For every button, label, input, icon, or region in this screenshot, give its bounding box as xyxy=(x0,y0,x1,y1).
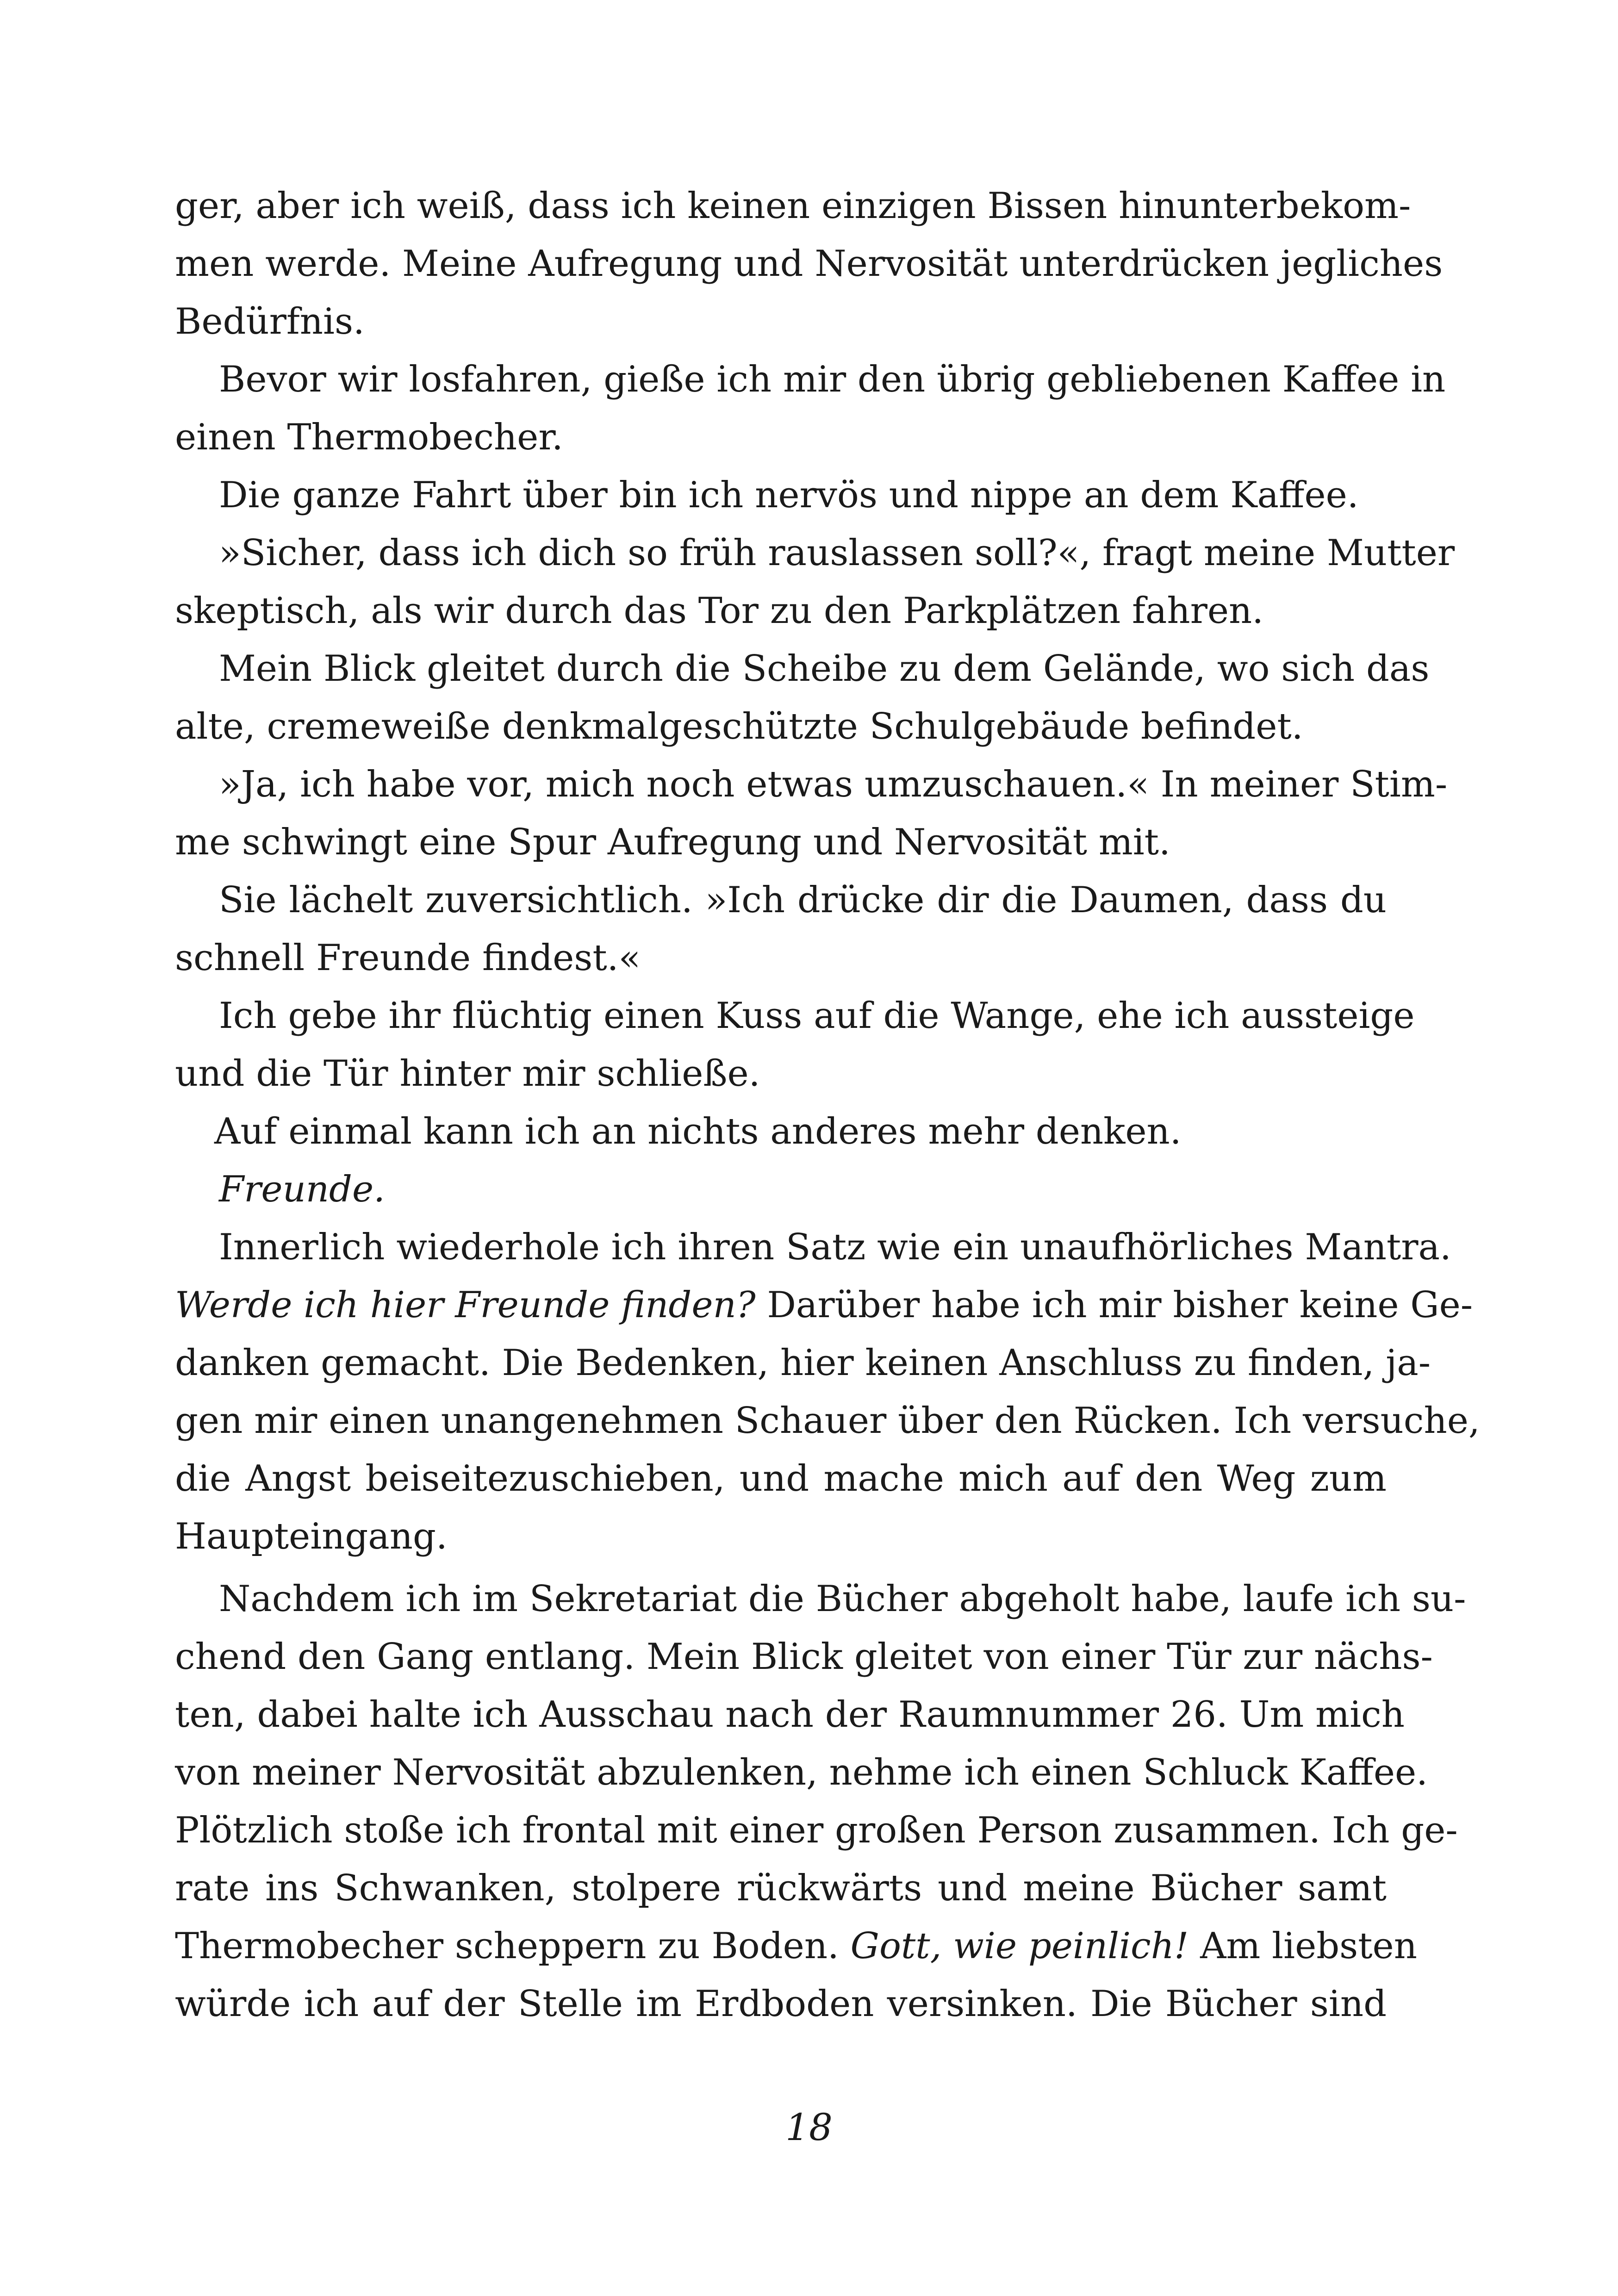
text-line xyxy=(175,1628,1433,1686)
text-line xyxy=(175,987,1415,1045)
text-line xyxy=(175,1103,1387,1161)
text-segment: schnell Freunde findest.« xyxy=(175,937,641,979)
text-line xyxy=(175,293,1387,351)
text-segment: würde ich auf der Stelle im Erdboden versinken. Die Bücher sind xyxy=(175,1983,1387,2025)
text-line xyxy=(175,1045,1387,1103)
text-line xyxy=(175,524,1455,582)
text-line xyxy=(175,756,1448,814)
text-segment: ten, dabei halte ich Ausschau nach der Raumnummer 26. Um mich xyxy=(175,1694,1405,1736)
text-segment: chend den Gang entlang. Mein Blick gleitet von einer Tür zur nächs- xyxy=(175,1636,1433,1678)
page-number: 18 xyxy=(785,2106,833,2149)
text-segment: skeptisch, als wir durch das Tor zu den Parkplätzen fahren. xyxy=(175,590,1264,632)
text-segment: »Ja, ich habe vor, mich noch etwas umzuschauen.« In meiner Stim- xyxy=(219,764,1448,805)
text-segment: »Sicher, dass ich dich so früh rauslassen soll?«, fragt meine Mutter xyxy=(219,532,1455,574)
text-line xyxy=(175,871,1387,929)
text-line xyxy=(175,177,1411,235)
text-line xyxy=(175,467,1387,524)
text-segment: Am liebsten xyxy=(1189,1925,1417,1967)
text-line xyxy=(175,1975,1387,2033)
text-segment: von meiner Nervosität abzulenken, nehme ich einen Schluck Kaffee. xyxy=(175,1752,1428,1793)
text-line xyxy=(175,640,1430,698)
text-line xyxy=(175,582,1387,640)
text-line xyxy=(175,235,1443,293)
text-segment: Mein Blick gleitet durch die Scheibe zu dem Gelände, wo sich das xyxy=(219,648,1430,690)
text-segment: rate ins Schwanken, stolpere rückwärts und meine Bücher samt xyxy=(175,1867,1387,1909)
text-line xyxy=(175,1802,1458,1860)
text-line xyxy=(175,698,1387,756)
text-line xyxy=(175,1219,1451,1276)
body-text xyxy=(175,177,1480,2033)
text-line xyxy=(175,1744,1428,1802)
text-line xyxy=(175,1161,1387,1219)
text-segment: die Angst beiseitezuschieben, und mache mich auf den Weg zum xyxy=(175,1458,1387,1500)
italic-text: Freunde. xyxy=(219,1169,385,1210)
text-segment: Die ganze Fahrt über bin ich nervös und nippe an dem Kaffee. xyxy=(219,474,1359,516)
text-segment: Auf einmal kann ich an nichts anderes mehr denken. xyxy=(214,1111,1182,1152)
italic-text: Gott, wie peinlich! xyxy=(850,1925,1189,1967)
text-line xyxy=(175,1334,1431,1392)
text-segment: Nachdem ich im Sekretariat die Bücher abgeholt habe, laufe ich su- xyxy=(219,1578,1466,1620)
text-line xyxy=(175,814,1387,871)
text-segment: gen mir einen unangenehmen Schauer über den Rücken. Ich versuche, xyxy=(175,1400,1480,1442)
text-line xyxy=(175,1276,1473,1334)
text-line xyxy=(175,1917,1417,1975)
text-line xyxy=(175,351,1446,409)
text-line xyxy=(175,1392,1480,1450)
italic-text: Werde ich hier Freunde finden? xyxy=(175,1284,756,1326)
text-segment: Innerlich wiederhole ich ihren Satz wie ein unaufhörliches Mantra. xyxy=(219,1226,1451,1268)
text-segment: Sie lächelt zuversichtlich. »Ich drücke dir die Daumen, dass du xyxy=(219,879,1387,921)
text-line xyxy=(175,409,1387,467)
text-segment: ger, aber ich weiß, dass ich keinen einzigen Bissen hinunterbekom- xyxy=(175,185,1411,227)
text-line xyxy=(175,1686,1405,1744)
text-segment: men werde. Meine Aufregung und Nervosität unterdrücken jegliches xyxy=(175,243,1443,285)
text-segment: Thermobecher scheppern zu Boden. xyxy=(175,1925,851,1967)
text-segment: Bedürfnis. xyxy=(175,301,365,342)
text-line xyxy=(175,1860,1387,1917)
text-segment: Plötzlich stoße ich frontal mit einer großen Person zusammen. Ich ge- xyxy=(175,1810,1458,1851)
text-segment: Ich gebe ihr flüchtig einen Kuss auf die Wange, ehe ich aussteige xyxy=(219,995,1415,1037)
text-line xyxy=(175,1450,1387,1508)
text-segment: und die Tür hinter mir schließe. xyxy=(175,1053,760,1095)
text-line xyxy=(175,1508,1387,1566)
text-line xyxy=(175,929,1387,987)
text-line xyxy=(175,1570,1466,1628)
text-segment: Haupteingang. xyxy=(175,1516,448,1557)
text-segment: danken gemacht. Die Bedenken, hier keinen Anschluss zu finden, ja- xyxy=(175,1342,1431,1384)
text-segment: alte, cremeweiße denkmalgeschützte Schulgebäude befindet. xyxy=(175,706,1303,747)
text-segment: me schwingt eine Spur Aufregung und Nervosität mit. xyxy=(175,821,1170,863)
text-segment: Bevor wir losfahren, gieße ich mir den übrig gebliebenen Kaffee in xyxy=(219,359,1446,400)
text-segment: einen Thermobecher. xyxy=(175,417,563,458)
text-segment: Darüber habe ich mir bisher keine Ge- xyxy=(755,1284,1473,1326)
